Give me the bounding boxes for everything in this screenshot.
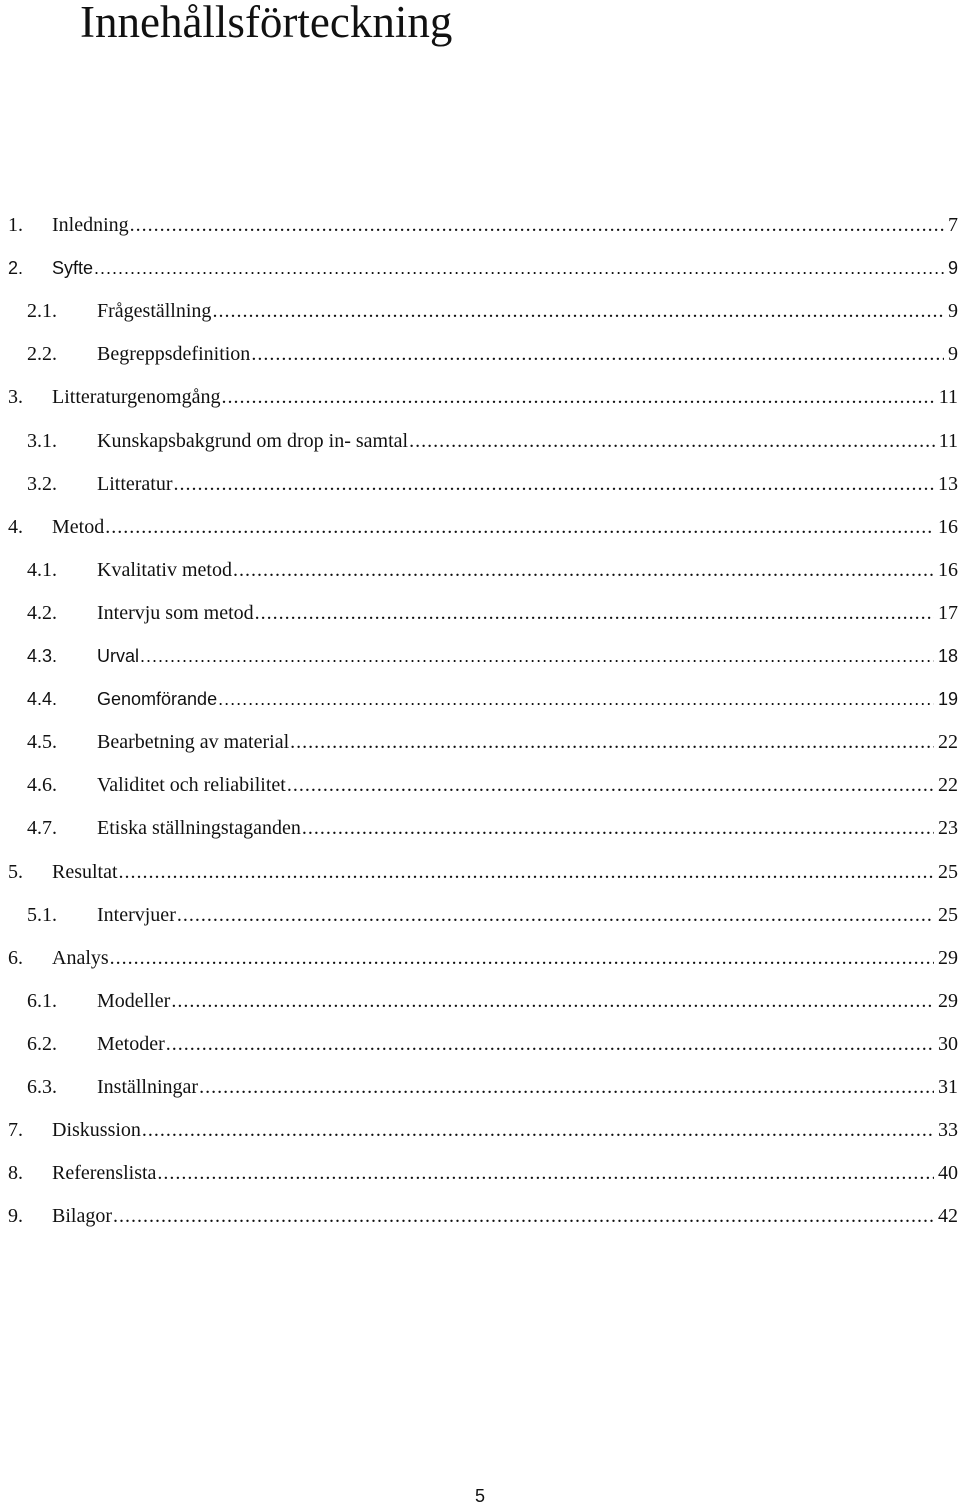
toc-entry-number: 5.	[8, 860, 23, 883]
toc-entry-page: 33	[938, 1119, 958, 1142]
toc-entry[interactable]	[0, 770, 960, 800]
page-number: 5	[474, 1486, 485, 1506]
toc-dot-leader	[171, 986, 934, 1016]
toc-entry[interactable]	[0, 598, 960, 628]
toc-entry[interactable]	[0, 512, 960, 542]
toc-entry-number: 2.1.	[27, 300, 57, 323]
toc-entry[interactable]	[0, 986, 960, 1016]
toc-entry-number: 1.	[8, 214, 23, 236]
toc-dot-leader	[166, 1029, 934, 1059]
toc-entry-title: Metod	[52, 515, 105, 538]
toc-dot-leader	[94, 253, 944, 283]
toc-entry[interactable]	[0, 382, 960, 412]
toc-entry-title: Metoder	[97, 1032, 165, 1055]
toc-entry-page: 30	[938, 1032, 958, 1055]
toc-entry-number: 4.7.	[27, 817, 57, 840]
toc-dot-leader	[290, 727, 934, 757]
toc-dot-leader	[212, 296, 944, 326]
toc-entry-page: 29	[938, 946, 958, 969]
toc-entry-number: 4.3.	[27, 646, 58, 666]
toc-entry-title: Frågeställning	[97, 300, 212, 323]
toc-entry-title: Validitet och reliabilitet	[97, 774, 286, 797]
toc-entry[interactable]	[0, 727, 960, 757]
toc-entry-number: 6.3.	[27, 1076, 57, 1098]
page-title: Innehållsförteckning	[80, 0, 453, 47]
toc-entry[interactable]	[0, 1201, 960, 1231]
toc-entry-page: 22	[938, 731, 958, 754]
toc-entry-title: Bearbetning av material	[97, 731, 290, 754]
toc-entry-number: 5.1.	[27, 903, 57, 926]
toc-entry-title: Kunskapsbakgrund om drop in- samtal	[97, 429, 409, 452]
toc-dot-leader	[221, 382, 934, 412]
toc-entry-title: Etiska ställningstaganden	[97, 817, 301, 840]
toc-entry-title: Begreppsdefinition	[97, 343, 251, 366]
toc-entry-number: 2.	[8, 258, 24, 279]
toc-entry-number: 6.	[8, 946, 23, 969]
toc-entry-number: 3.2.	[27, 472, 57, 495]
toc-entry-page: 9	[947, 258, 958, 279]
toc-entry-number: 9.	[8, 1205, 23, 1228]
toc-entry-page: 23	[938, 817, 958, 840]
toc-entry[interactable]	[0, 426, 960, 456]
toc-entry[interactable]	[0, 943, 960, 973]
toc-entry-title: Genomförande	[97, 689, 218, 710]
toc-entry-title: Intervju som metod	[97, 601, 254, 624]
toc-entry-page: 31	[938, 1076, 958, 1098]
toc-dot-leader	[140, 641, 934, 671]
toc-entry-page: 9	[948, 300, 958, 323]
toc-entry-number: 4.	[8, 515, 23, 538]
toc-entry-title: Referenslista	[52, 1162, 157, 1185]
toc-entry[interactable]	[0, 210, 960, 240]
toc-entry-number: 3.1.	[27, 429, 57, 452]
toc-entry-title: Inställningar	[97, 1076, 199, 1098]
toc-entry-page: 40	[938, 1162, 958, 1185]
toc-dot-leader	[110, 943, 934, 973]
toc-entry-number: 6.2.	[27, 1032, 57, 1055]
toc-entry-page: 11	[938, 386, 958, 409]
toc-entry-page: 42	[938, 1205, 958, 1228]
toc-entry-title: Syfte	[52, 258, 94, 279]
toc-entry-number: 4.6.	[27, 774, 57, 797]
toc-dot-leader	[130, 210, 944, 240]
toc-entry[interactable]	[0, 641, 960, 671]
toc-entry-page: 19	[937, 689, 958, 710]
toc-entry-number: 7.	[8, 1119, 23, 1142]
toc-entry-page: 16	[938, 515, 958, 538]
toc-entry-title: Litteraturgenomgång	[52, 386, 221, 409]
toc-entry-number: 4.4.	[27, 689, 58, 710]
toc-dot-leader	[105, 512, 934, 542]
toc-entry-number: 6.1.	[27, 989, 57, 1012]
toc-entry-page: 7	[948, 214, 958, 236]
toc-entry[interactable]	[0, 1158, 960, 1188]
toc-entry-number: 3.	[8, 386, 23, 409]
toc-dot-leader	[218, 684, 934, 714]
toc-entry[interactable]	[0, 296, 960, 326]
toc-entry-number: 2.2.	[27, 343, 57, 366]
toc-entry-page: 25	[938, 860, 958, 883]
toc-entry[interactable]	[0, 857, 960, 887]
toc-entry-page: 13	[938, 472, 958, 495]
toc-entry-number: 4.1.	[27, 558, 57, 581]
toc-entry[interactable]	[0, 469, 960, 499]
toc-entry[interactable]	[0, 253, 960, 283]
toc-entry-page: 29	[938, 989, 958, 1012]
toc-dot-leader	[199, 1072, 934, 1102]
toc-entry-title: Diskussion	[52, 1119, 141, 1142]
toc-entry-page: 25	[938, 903, 958, 926]
toc-dot-leader	[251, 339, 944, 369]
toc-dot-leader	[287, 770, 934, 800]
toc-entry-page: 17	[938, 601, 958, 624]
toc-entry-title: Litteratur	[97, 472, 173, 495]
toc-entry[interactable]	[0, 555, 960, 585]
toc-entry-title: Resultat	[52, 860, 118, 883]
toc-entry[interactable]	[0, 339, 960, 369]
toc-dot-leader	[177, 900, 934, 930]
toc-entry-title: Modeller	[97, 989, 171, 1012]
toc-entry-title: Kvalitativ metod	[97, 558, 232, 581]
toc-entry-page: 16	[938, 558, 958, 581]
toc-entry-title: Analys	[52, 946, 109, 969]
toc-entry[interactable]	[0, 1115, 960, 1145]
toc-dot-leader	[233, 555, 934, 585]
toc-entry-title: Inledning	[52, 214, 129, 236]
toc-entry-title: Bilagor	[52, 1205, 112, 1228]
toc-dot-leader	[113, 1201, 934, 1231]
toc-dot-leader	[157, 1158, 934, 1188]
toc-entry[interactable]	[0, 813, 960, 843]
toc-entry-page: 11	[938, 429, 958, 452]
toc-entry[interactable]	[0, 684, 960, 714]
toc-dot-leader	[255, 598, 934, 628]
toc-entry-page: 9	[948, 343, 958, 366]
toc-entry-number: 4.2.	[27, 601, 57, 624]
toc-dot-leader	[409, 426, 935, 456]
toc-entry[interactable]	[0, 900, 960, 930]
toc-entry-number: 8.	[8, 1162, 23, 1185]
toc-dot-leader	[142, 1115, 934, 1145]
toc-entry-page: 18	[937, 646, 958, 666]
toc-entry-title: Intervjuer	[97, 903, 176, 926]
toc-entry[interactable]	[0, 1029, 960, 1059]
toc-dot-leader	[302, 813, 934, 843]
toc-entry-number: 4.5.	[27, 731, 57, 754]
toc-dot-leader	[174, 469, 934, 499]
toc-entry-title: Urval	[97, 646, 140, 666]
toc-entry-page: 22	[938, 774, 958, 797]
toc-dot-leader	[119, 857, 934, 887]
toc-entry[interactable]	[0, 1072, 960, 1102]
